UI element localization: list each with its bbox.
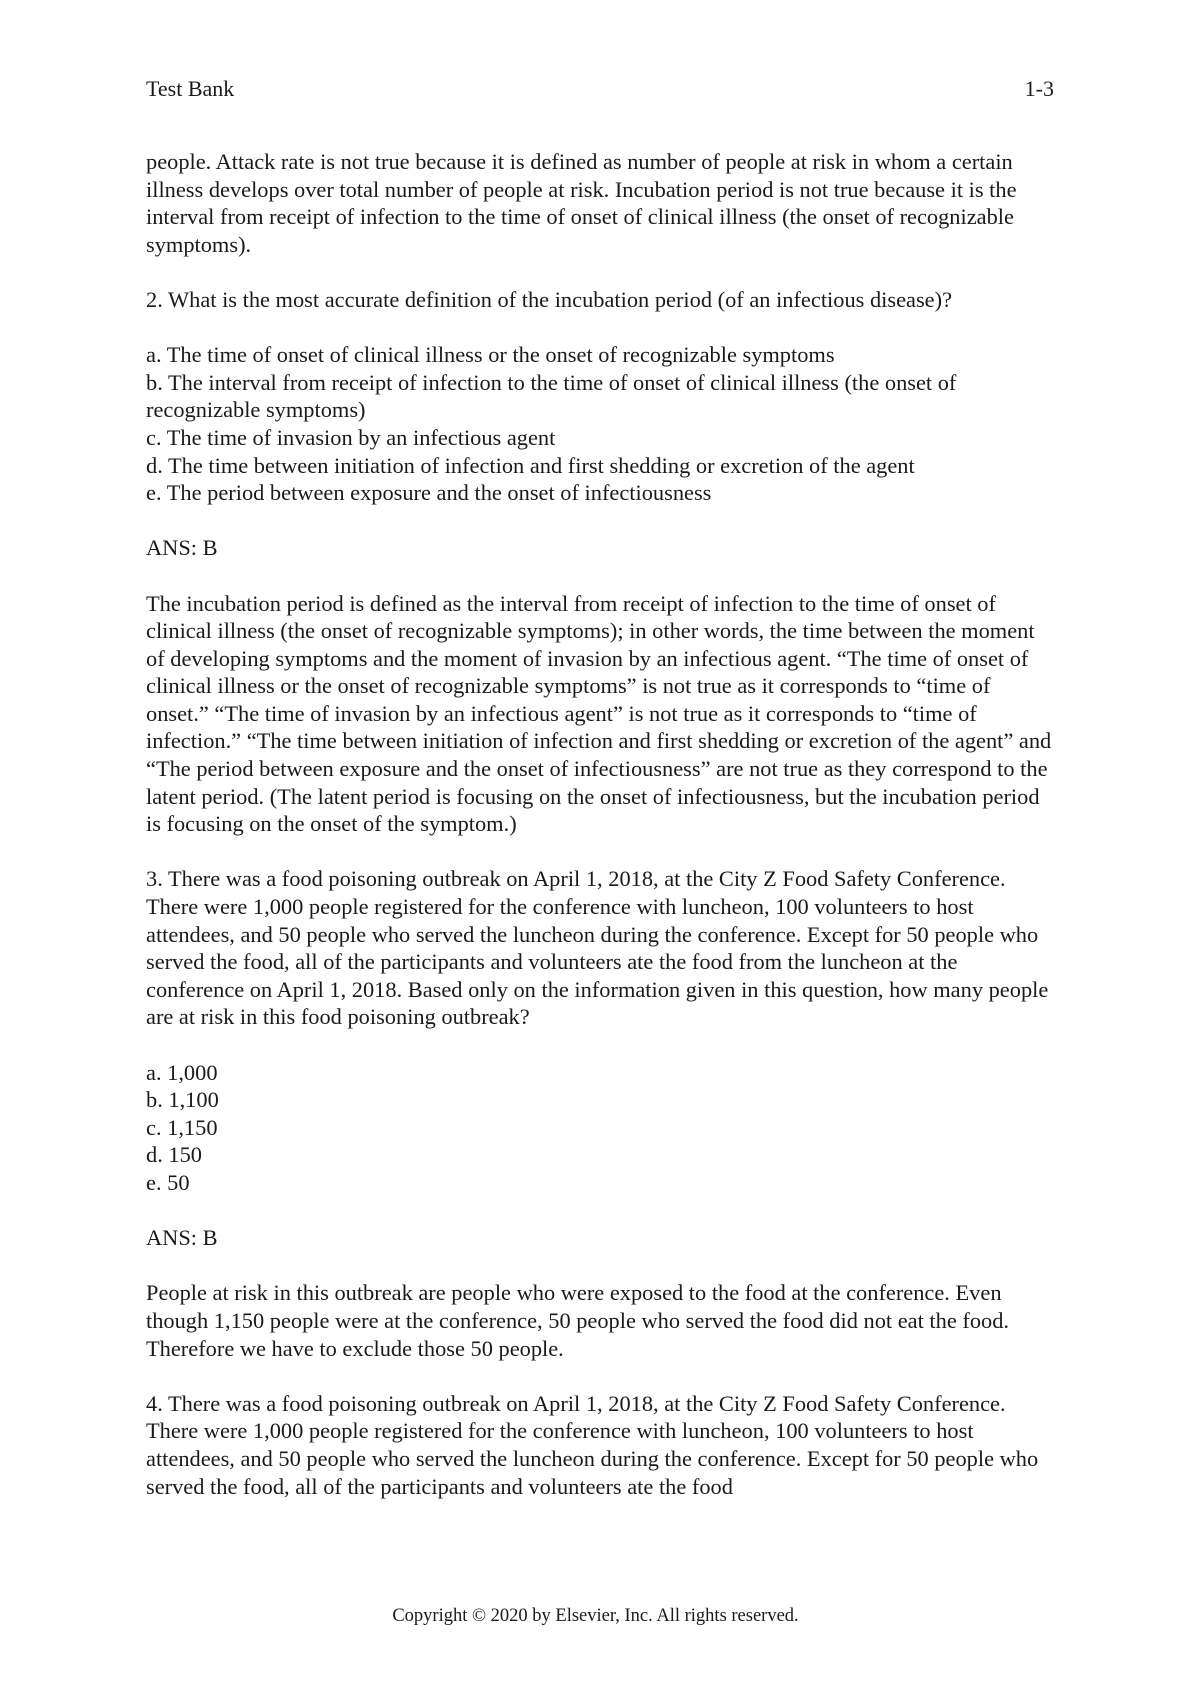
option-e: e. 50 <box>146 1169 190 1195</box>
header-title: Test Bank <box>146 76 235 101</box>
page-content <box>146 148 1056 1528</box>
copyright-notice: Copyright © 2020 by Elsevier, Inc. All rights reserved. <box>392 1606 799 1626</box>
question-3-answer: ANS: B <box>146 1225 218 1251</box>
page-number: 1-3 <box>1024 76 1054 101</box>
question-4: 4. There was a food poisoning outbreak on April 1, 2018, at the City Z Food Safety Conference. There were 1,000 people registered for the conference with luncheon, 100 volunteers to host attendees, and 50 people who served the luncheon during the conference. Except for 50 people who served the food, all of the participants and volunteers ate the food <box>146 1390 1039 1499</box>
page-header <box>146 76 1054 106</box>
option-a: a. The time of onset of clinical illness or the onset of recognizable symptoms <box>146 342 835 368</box>
option-b: b. 1,100 <box>146 1087 219 1113</box>
option-e: e. The period between exposure and the onset of infectiousness <box>146 480 712 506</box>
question-3-options <box>146 1059 1056 1197</box>
question-2-answer: ANS: B <box>146 535 218 561</box>
option-c: c. 1,150 <box>146 1114 218 1140</box>
question-2: 2. What is the most accurate definition of the incubation period (of an infectious disease)? <box>146 286 953 312</box>
question-2-rationale: The incubation period is defined as the interval from receipt of infection to the time of onset of clinical illness (the onset of recognizable symptoms); in other words, the time between the moment of developing symptoms and the moment of invasion by an infectious agent. “The time of onset of clinical illness or the onset of recognizable symptoms” is not true as it corresponds to “time of onset.” “The time of invasion by an infectious agent” is not true as it corresponds to “time of infection.” “The time between initiation of infection and first shedding or excretion of the agent” and “The period between exposure and the onset of infectiousness” are not true as they correspond to the latent period. (The latent period is focusing on the onset of infectiousness, but the incubation period is focusing on the onset of the symptom.) <box>146 590 1052 837</box>
continued-rationale: people. Attack rate is not true because it is defined as number of people at risk in whom a certain illness develops over total number of people at risk. Incubation period is not true because it is the interval from receipt of infection to the time of onset of clinical illness (the onset of recognizable symptoms). <box>146 149 1017 257</box>
option-d: d. 150 <box>146 1142 202 1168</box>
option-b: b. The interval from receipt of infection to the time of onset of clinical illness (the onset of recognizable symptoms) <box>146 369 957 423</box>
page-footer <box>0 1606 1191 1627</box>
option-c: c. The time of invasion by an infectious agent <box>146 424 556 450</box>
question-3: 3. There was a food poisoning outbreak on April 1, 2018, at the City Z Food Safety Conference. There were 1,000 people registered for the conference with luncheon, 100 volunteers to host attendees, and 50 people who served the luncheon during the conference. Except for 50 people who served the food, all of the participants and volunteers ate the food from the luncheon at the conference on April 1, 2018. Based only on the information given in this question, how many people are at risk in this food poisoning outbreak? <box>146 866 1049 1030</box>
option-a: a. 1,000 <box>146 1059 218 1085</box>
question-2-options <box>146 341 1056 507</box>
question-3-rationale: People at risk in this outbreak are people who were exposed to the food at the conference. Even though 1,150 people were at the conference, 50 people who served the food did not eat the food. Therefore we have to exclude those 50 people. <box>146 1280 1010 1361</box>
option-d: d. The time between initiation of infection and first shedding or excretion of the agent <box>146 452 915 478</box>
